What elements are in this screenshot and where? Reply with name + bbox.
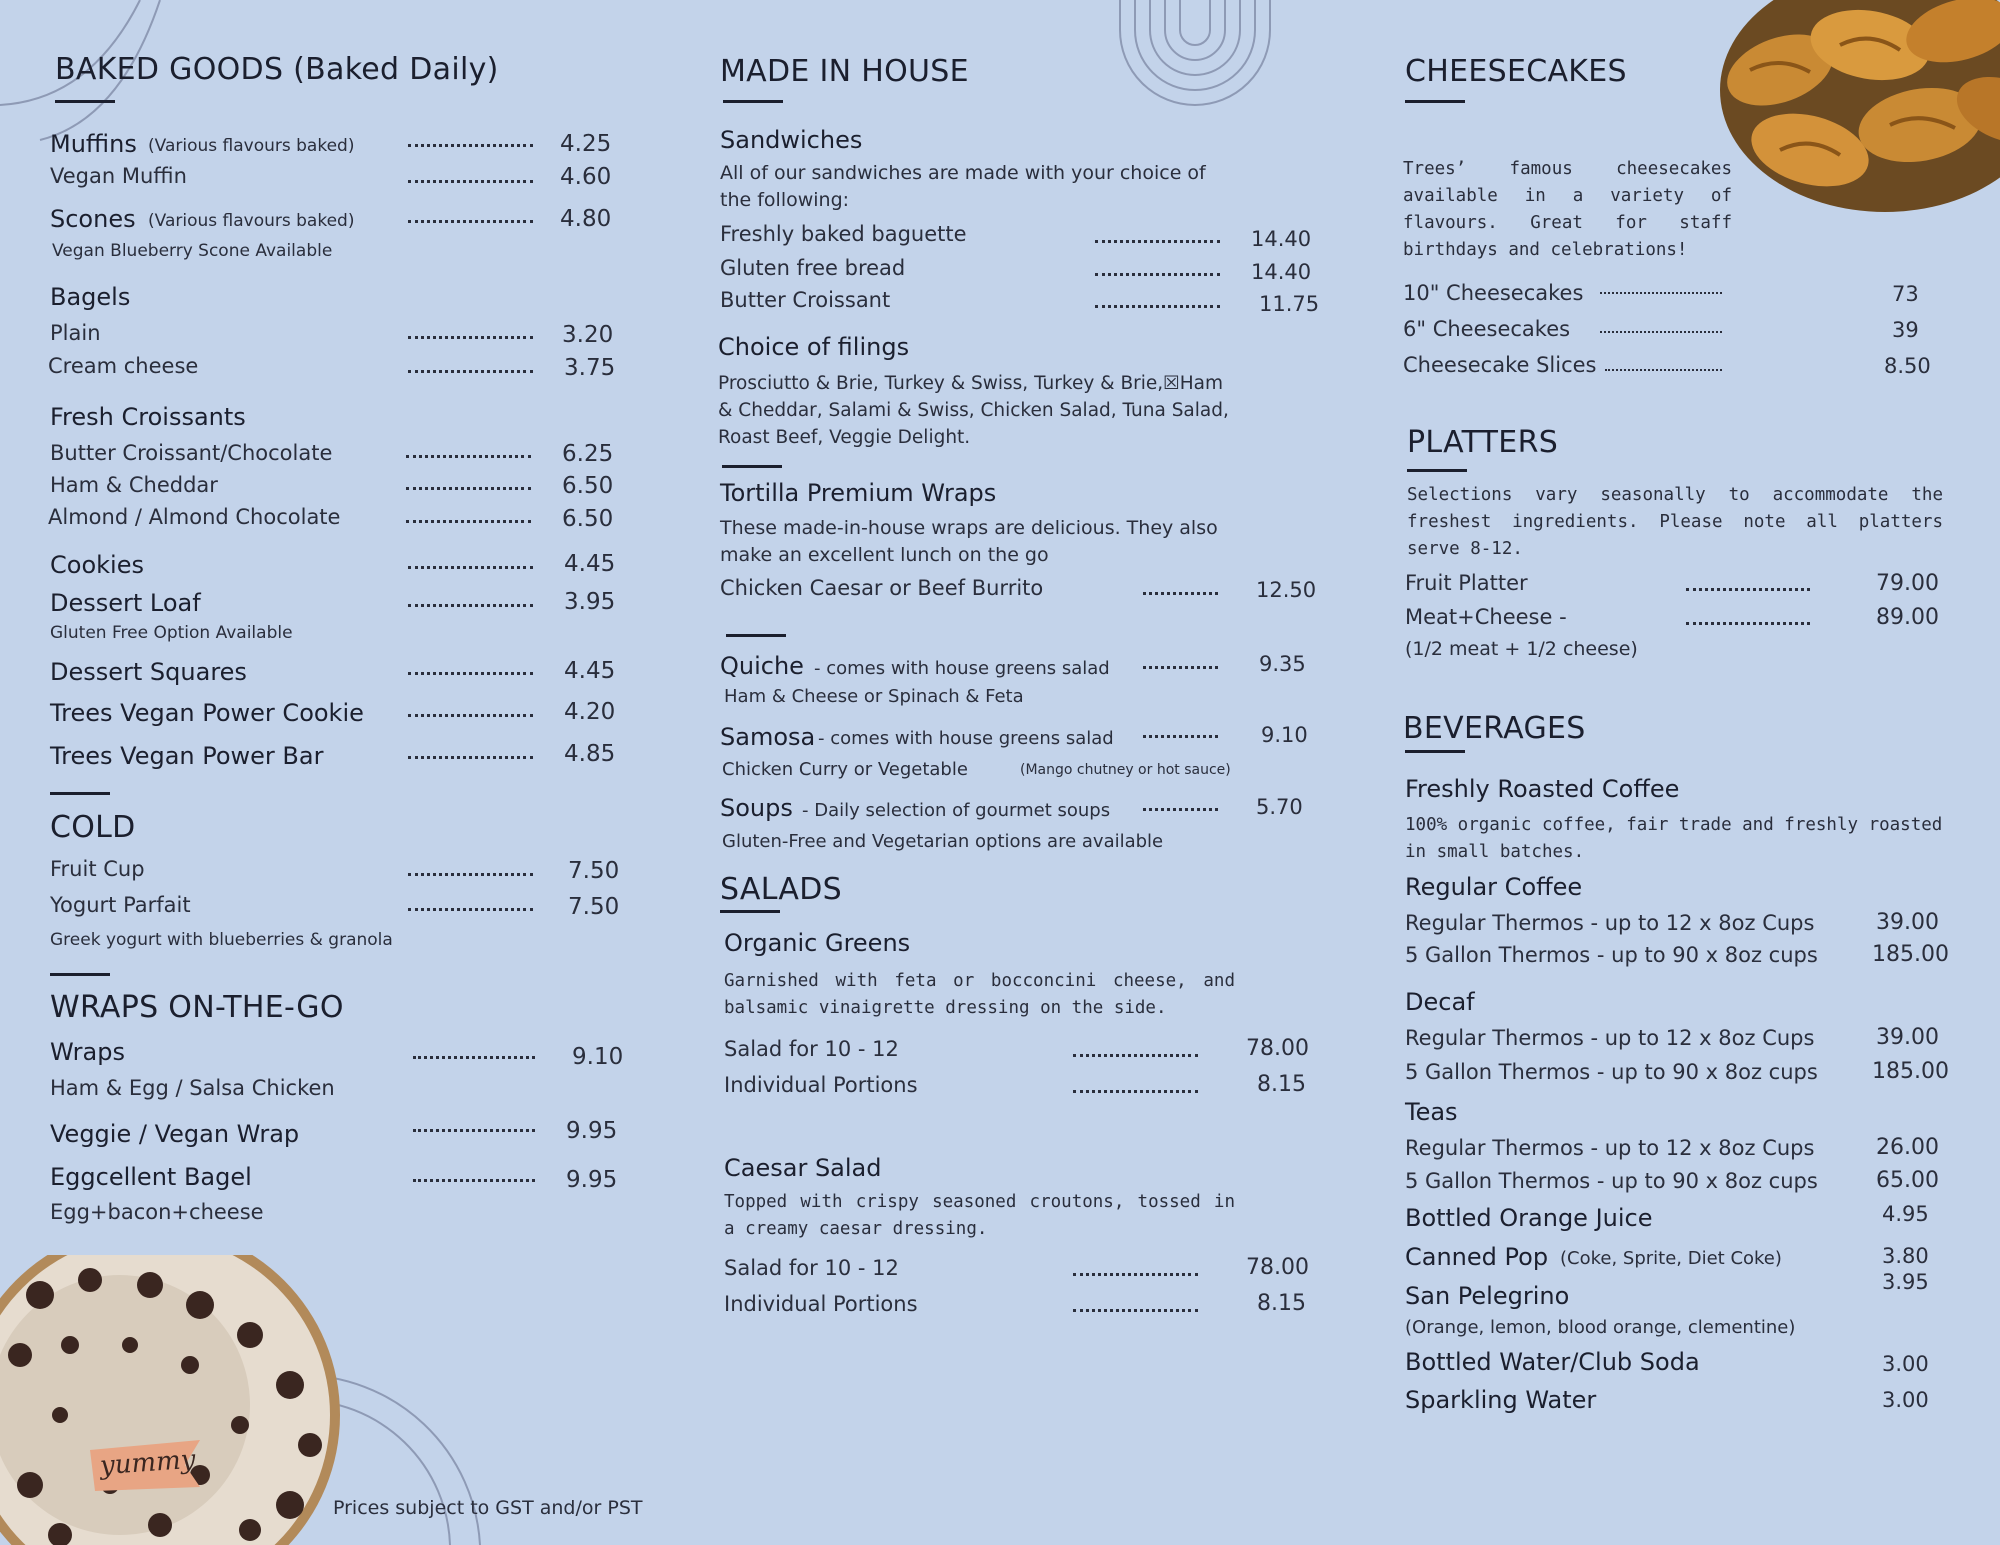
leader-dots	[1686, 622, 1810, 625]
decaf-gallon-label: 5 Gallon Thermos - up to 90 x 8oz cups	[1405, 1060, 1818, 1084]
leader-dots	[1095, 305, 1220, 308]
gf-bread-price: 14.40	[1251, 260, 1312, 284]
wraps-note: Ham & Egg / Salsa Chicken	[50, 1076, 335, 1100]
vegan-muffin-price: 4.60	[560, 164, 612, 190]
fruit-cup-price: 7.50	[568, 858, 620, 884]
leader-dots	[408, 336, 533, 339]
wraps-price: 9.10	[572, 1044, 624, 1070]
leader-dots	[1143, 735, 1218, 738]
leader-dots	[1073, 1090, 1198, 1093]
samosa-label: Samosa	[720, 723, 816, 751]
leader-dots	[1073, 1273, 1198, 1276]
soups-sub: Gluten-Free and Vegetarian options are available	[722, 831, 1164, 852]
scones-note: (Various flavours baked)	[148, 211, 355, 231]
water-soda-price: 3.00	[1882, 1352, 1929, 1376]
leader-dots	[1143, 592, 1218, 595]
bagels-heading: Bagels	[50, 283, 131, 311]
ham-croissant-price: 6.50	[562, 473, 614, 499]
organic-individual-price: 8.15	[1257, 1072, 1306, 1097]
caesar-burrito-price: 12.50	[1256, 578, 1317, 602]
regular-thermos-price: 39.00	[1876, 910, 1939, 935]
leader-dots	[408, 370, 533, 373]
almond-croissant-label: Almond / Almond Chocolate	[48, 505, 341, 529]
dessert-loaf-label: Dessert Loaf	[50, 589, 201, 617]
cheesecake-10-price: 73	[1892, 282, 1919, 306]
cookies-label: Cookies	[50, 551, 144, 579]
samosa-price: 9.10	[1261, 723, 1308, 747]
decaf-thermos-label: Regular Thermos - up to 12 x 8oz Cups	[1405, 1026, 1815, 1050]
divider	[1407, 469, 1467, 472]
leader-dots	[408, 756, 533, 759]
leader-dots	[1095, 273, 1220, 276]
leader-dots	[1073, 1309, 1198, 1312]
leader-dots	[1605, 369, 1722, 371]
scones-label: Scones	[50, 205, 136, 233]
san-pelegrino-label: San Pelegrino	[1405, 1282, 1570, 1310]
decor-arcs-top-center	[1115, 0, 1275, 120]
leader-dots	[413, 1056, 535, 1059]
cookies-price: 4.45	[564, 551, 616, 577]
coffee-desc: 100% organic coffee, fair trade and freshly roasted in small batches.	[1405, 815, 1943, 862]
cheesecake-slices-price: 8.50	[1884, 354, 1931, 378]
muffins-label: Muffins	[50, 130, 137, 158]
meat-cheese-label: Meat+Cheese -	[1405, 605, 1567, 629]
leader-dots	[408, 672, 533, 675]
sparkling-water-price: 3.00	[1882, 1388, 1929, 1412]
organic-greens-heading: Organic Greens	[724, 929, 911, 957]
fruit-platter-price: 79.00	[1876, 571, 1939, 596]
fillings-desc: Prosciutto & Brie, Turkey & Swiss, Turkey & Brie,☒Ham & Cheddar, Salami & Swiss, Chicken Salad, Tuna Salad, Roast Beef, Veggie Delight.	[718, 373, 1229, 448]
made-in-house-title: MADE IN HOUSE	[720, 54, 969, 89]
cheesecake-slices-label: Cheesecake Slices	[1403, 353, 1597, 377]
regular-gallon-label: 5 Gallon Thermos - up to 90 x 8oz cups	[1405, 943, 1818, 967]
decaf-heading: Decaf	[1405, 988, 1475, 1016]
veggie-wrap-price: 9.95	[566, 1118, 618, 1144]
vegan-muffin-label: Vegan Muffin	[50, 164, 187, 188]
dessert-loaf-note: Gluten Free Option Available	[50, 623, 293, 643]
organic-large-label: Salad for 10 - 12	[724, 1037, 899, 1061]
leader-dots	[408, 873, 533, 876]
butter-croissant-sandwich-price: 11.75	[1259, 292, 1320, 316]
dessert-squares-price: 4.45	[564, 658, 616, 684]
sparkling-water-label: Sparkling Water	[1405, 1386, 1597, 1414]
teas-heading: Teas	[1405, 1098, 1458, 1126]
plain-bagel-label: Plain	[50, 321, 101, 345]
leader-dots	[1600, 292, 1722, 294]
leader-dots	[1095, 240, 1220, 243]
regular-coffee-heading: Regular Coffee	[1405, 873, 1583, 901]
tax-note: Prices subject to GST and/or PST	[333, 1497, 643, 1519]
almond-croissant-price: 6.50	[562, 506, 614, 532]
dessert-squares-label: Dessert Squares	[50, 658, 247, 686]
tortilla-desc: These made-in-house wraps are delicious. They also make an excellent lunch on the go	[720, 517, 1218, 566]
soups-label: Soups	[720, 794, 793, 822]
decaf-gallon-price: 185.00	[1872, 1059, 1949, 1084]
butter-croissant-label: Butter Croissant/Chocolate	[50, 441, 333, 465]
leader-dots	[408, 180, 533, 183]
butter-croissant-sandwich-label: Butter Croissant	[720, 288, 891, 312]
yogurt-parfait-price: 7.50	[568, 894, 620, 920]
divider	[55, 100, 115, 103]
platters-title: PLATTERS	[1407, 425, 1559, 460]
platters-desc: Selections vary seasonally to accommodate the freshest ingredients. Please note all platters serve 8-12.	[1407, 485, 1943, 559]
regular-gallon-price: 185.00	[1872, 942, 1949, 967]
caesar-large-label: Salad for 10 - 12	[724, 1256, 899, 1280]
san-pelegrino-price: 3.95	[1882, 1270, 1929, 1294]
leader-dots	[406, 520, 531, 523]
divider	[723, 100, 783, 103]
orange-juice-label: Bottled Orange Juice	[1405, 1204, 1653, 1232]
eggcellent-price: 9.95	[566, 1167, 618, 1193]
leader-dots	[408, 604, 533, 607]
leader-dots	[1143, 666, 1218, 669]
fruit-platter-label: Fruit Platter	[1405, 571, 1528, 595]
divider	[50, 792, 110, 795]
quiche-price: 9.35	[1259, 652, 1306, 676]
cream-cheese-price: 3.75	[564, 355, 616, 381]
canned-pop-note: (Coke, Sprite, Diet Coke)	[1560, 1248, 1782, 1269]
cheesecake-10-label: 10" Cheesecakes	[1403, 281, 1584, 305]
cheesecakes-desc: Trees’ famous cheesecakes available in a variety of flavours. Great for staff birthdays and celebrations!	[1403, 159, 1732, 260]
samosa-sub: Chicken Curry or Vegetable	[722, 759, 968, 780]
wraps-go-title: WRAPS ON-THE-GO	[50, 990, 344, 1025]
vegan-cookie-price: 4.20	[564, 699, 616, 725]
soups-note: - Daily selection of gourmet soups	[802, 800, 1111, 821]
decaf-thermos-price: 39.00	[1876, 1025, 1939, 1050]
sandwiches-heading: Sandwiches	[720, 126, 863, 154]
samosa-note: - comes with house greens salad	[818, 728, 1114, 749]
croissants-heading: Fresh Croissants	[50, 403, 246, 431]
canned-pop-label: Canned Pop	[1405, 1243, 1549, 1271]
leader-dots	[1600, 331, 1722, 333]
leader-dots	[406, 455, 531, 458]
leader-dots	[408, 220, 533, 223]
caesar-burrito-label: Chicken Caesar or Beef Burrito	[720, 576, 1044, 600]
organic-individual-label: Individual Portions	[724, 1073, 918, 1097]
leader-dots	[1143, 808, 1218, 811]
vegan-cookie-label: Trees Vegan Power Cookie	[50, 699, 364, 727]
caesar-individual-label: Individual Portions	[724, 1292, 918, 1316]
baguette-price: 14.40	[1251, 227, 1312, 251]
caesar-large-price: 78.00	[1246, 1255, 1309, 1280]
tea-thermos-label: Regular Thermos - up to 12 x 8oz Cups	[1405, 1136, 1815, 1160]
divider	[1405, 750, 1465, 753]
meat-cheese-price: 89.00	[1876, 605, 1939, 630]
eggcellent-note: Egg+bacon+cheese	[50, 1200, 264, 1224]
plain-bagel-price: 3.20	[562, 322, 614, 348]
muffins-note: (Various flavours baked)	[148, 136, 355, 156]
wraps-label: Wraps	[50, 1038, 125, 1066]
divider	[722, 465, 782, 468]
quiche-note: - comes with house greens salad	[814, 658, 1110, 679]
butter-croissant-price: 6.25	[562, 441, 614, 467]
caesar-salad-desc: Topped with crispy seasoned croutons, tossed in a creamy caesar dressing.	[724, 1192, 1235, 1239]
orange-juice-price: 4.95	[1882, 1202, 1929, 1226]
cold-title: COLD	[50, 810, 136, 845]
leader-dots	[406, 487, 531, 490]
caesar-individual-price: 8.15	[1257, 1291, 1306, 1316]
tea-gallon-price: 65.00	[1876, 1168, 1939, 1193]
scone-vegan-note: Vegan Blueberry Scone Available	[52, 241, 333, 261]
dessert-loaf-price: 3.95	[564, 589, 616, 615]
cookie-tag-text: yummy	[99, 1444, 197, 1482]
coffee-heading: Freshly Roasted Coffee	[1405, 775, 1680, 803]
leader-dots	[1686, 588, 1810, 591]
divider	[1405, 100, 1465, 103]
baked-goods-title: BAKED GOODS (Baked Daily)	[55, 52, 499, 87]
divider	[50, 973, 110, 976]
leader-dots	[413, 1179, 535, 1182]
beverages-title: BEVERAGES	[1403, 711, 1586, 746]
tea-gallon-label: 5 Gallon Thermos - up to 90 x 8oz cups	[1405, 1169, 1818, 1193]
scones-price: 4.80	[560, 206, 612, 232]
yogurt-parfait-note: Greek yogurt with blueberries & granola	[50, 930, 393, 950]
divider	[726, 634, 786, 637]
cream-cheese-label: Cream cheese	[48, 354, 199, 378]
muffins-price: 4.25	[560, 131, 612, 157]
vegan-bar-price: 4.85	[564, 741, 616, 767]
baguette-label: Freshly baked baguette	[720, 222, 967, 246]
meat-cheese-note: (1/2 meat + 1/2 cheese)	[1405, 638, 1638, 660]
caesar-salad-heading: Caesar Salad	[724, 1154, 882, 1182]
organic-large-price: 78.00	[1246, 1036, 1309, 1061]
yogurt-parfait-label: Yogurt Parfait	[50, 893, 191, 917]
leader-dots	[408, 714, 533, 717]
san-pelegrino-note: (Orange, lemon, blood orange, clementine)	[1405, 1317, 1796, 1338]
salads-title: SALADS	[720, 872, 842, 907]
fillings-heading: Choice of filings	[718, 333, 910, 361]
leader-dots	[1073, 1054, 1198, 1057]
quiche-label: Quiche	[720, 652, 804, 680]
gf-bread-label: Gluten free bread	[720, 256, 906, 280]
regular-thermos-label: Regular Thermos - up to 12 x 8oz Cups	[1405, 911, 1815, 935]
veggie-wrap-label: Veggie / Vegan Wrap	[50, 1120, 300, 1148]
tea-thermos-price: 26.00	[1876, 1135, 1939, 1160]
soups-price: 5.70	[1256, 795, 1303, 819]
fruit-cup-label: Fruit Cup	[50, 857, 145, 881]
croissants-image	[1720, 0, 2000, 220]
eggcellent-label: Eggcellent Bagel	[50, 1163, 252, 1191]
cheesecake-6-price: 39	[1892, 318, 1919, 342]
leader-dots	[408, 144, 533, 147]
vegan-bar-label: Trees Vegan Power Bar	[50, 742, 324, 770]
sandwiches-desc: All of our sandwiches are made with your choice of the following:	[720, 162, 1206, 211]
leader-dots	[413, 1129, 535, 1132]
cookie-cake-image	[0, 1255, 345, 1545]
samosa-sauce-note: (Mango chutney or hot sauce)	[1020, 762, 1231, 778]
leader-dots	[408, 566, 533, 569]
quiche-sub: Ham & Cheese or Spinach & Feta	[724, 686, 1024, 707]
tortilla-heading: Tortilla Premium Wraps	[720, 479, 997, 507]
cheesecakes-title: CHEESECAKES	[1405, 54, 1627, 89]
ham-croissant-label: Ham & Cheddar	[50, 473, 218, 497]
canned-pop-price: 3.80	[1882, 1244, 1929, 1268]
water-soda-label: Bottled Water/Club Soda	[1405, 1348, 1700, 1376]
cheesecake-6-label: 6" Cheesecakes	[1403, 317, 1571, 341]
divider	[720, 910, 780, 913]
organic-greens-desc: Garnished with feta or bocconcini cheese, and balsamic vinaigrette dressing on the side.	[724, 971, 1235, 1018]
leader-dots	[408, 908, 533, 911]
